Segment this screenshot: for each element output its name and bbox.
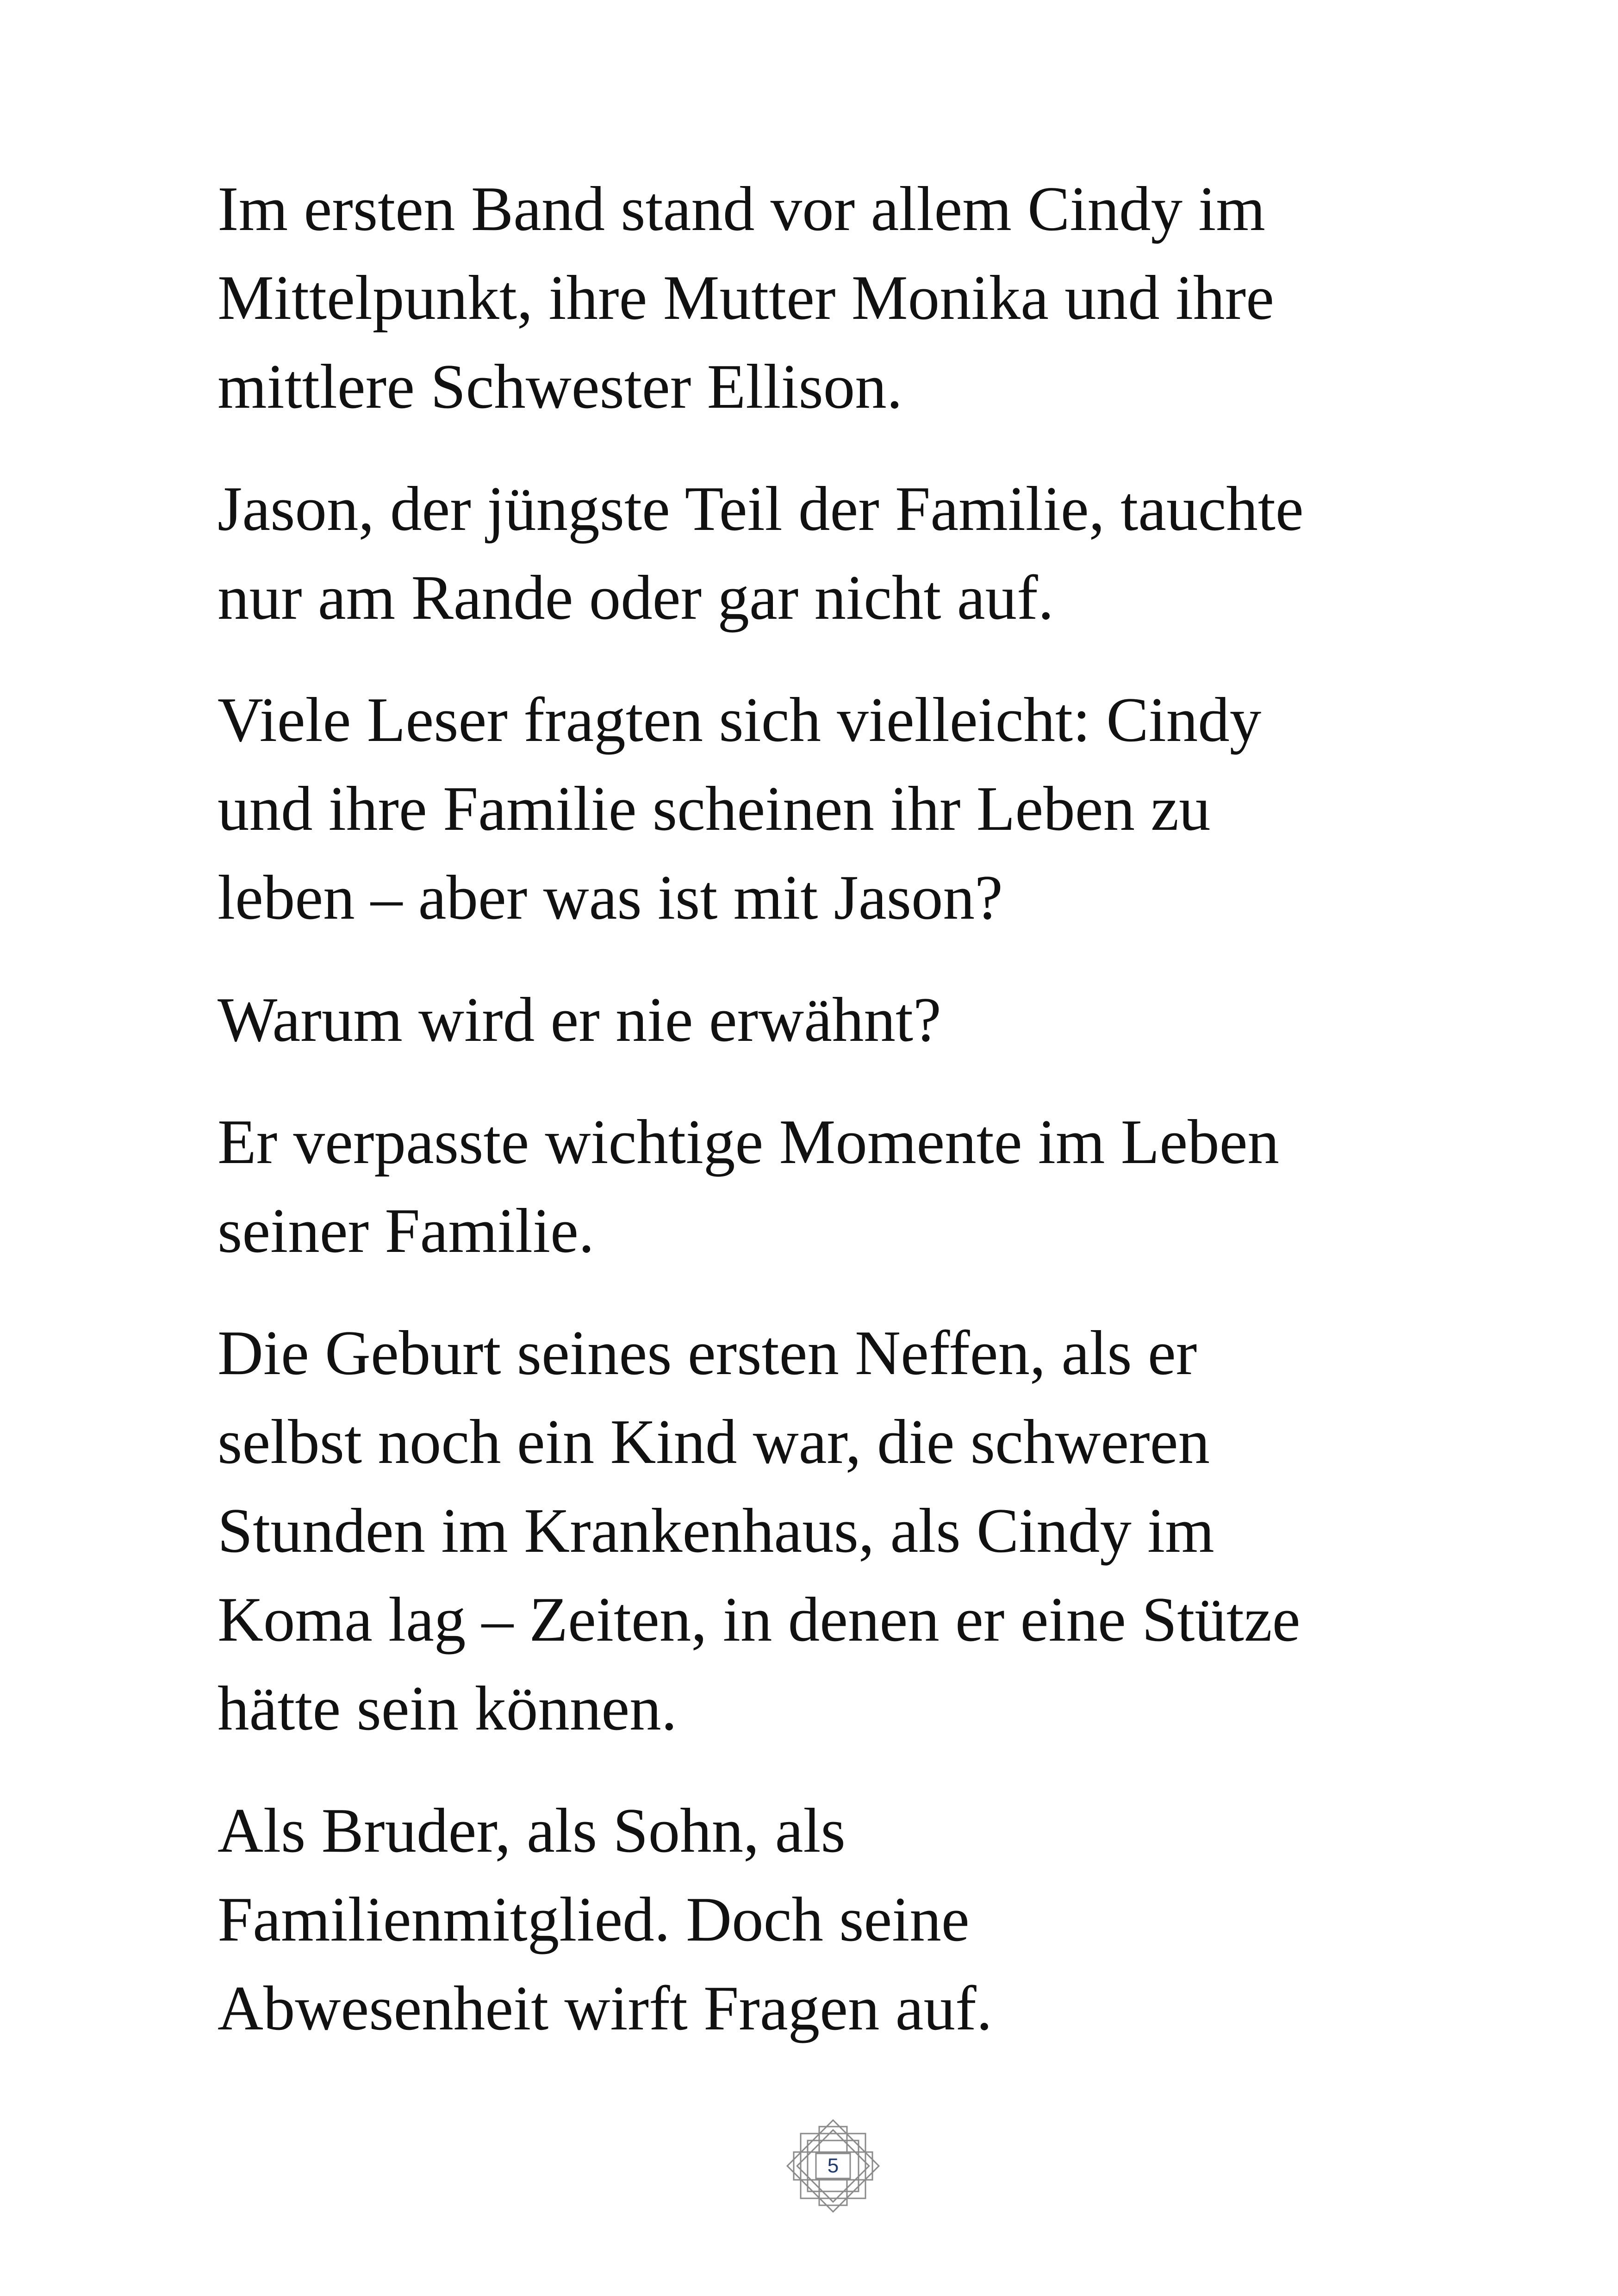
text-line: leben – aber was ist mit Jason? <box>218 862 1003 933</box>
text-line: Warum wird er nie erwähnt? <box>218 984 941 1055</box>
text-line: Stunden im Krankenhaus, als Cindy im <box>218 1495 1214 1566</box>
paragraph-2 <box>218 464 1467 642</box>
paragraph-7 <box>218 1786 1467 2053</box>
paragraph-6 <box>218 1308 1467 1753</box>
page-number: 5 <box>827 2154 839 2177</box>
paragraph-5 <box>218 1097 1467 1275</box>
text-line: seiner Familie. <box>218 1195 595 1266</box>
text-line: Viele Leser fragten sich vielleicht: Cindy <box>218 684 1262 755</box>
text-line: mittlere Schwester Ellison. <box>218 351 903 422</box>
paragraph-4 <box>218 975 1467 1064</box>
text-line: Koma lag – Zeiten, in denen er eine Stütze <box>218 1584 1301 1655</box>
paragraph-3 <box>218 675 1467 942</box>
text-line: Als Bruder, als Sohn, als <box>218 1795 846 1866</box>
paragraph-1 <box>218 164 1467 431</box>
text-line: Er verpasste wichtige Momente im Leben <box>218 1107 1280 1177</box>
text-line: Die Geburt seines ersten Neffen, als er <box>218 1318 1197 1388</box>
page-body <box>218 164 1467 2086</box>
text-line: und ihre Familie scheinen ihr Leben zu <box>218 773 1211 844</box>
text-line: selbst noch ein Kind war, die schweren <box>218 1406 1210 1477</box>
text-line: Im ersten Band stand vor allem Cindy im <box>218 174 1265 244</box>
text-line: Jason, der jüngste Teil der Familie, tauchte <box>218 473 1304 544</box>
text-line: Familienmitglied. Doch seine <box>218 1884 970 1954</box>
page-number-ornament <box>775 2108 891 2224</box>
text-line: hätte sein können. <box>218 1673 677 1743</box>
text-line: nur am Rande oder gar nicht auf. <box>218 562 1054 633</box>
text-line: Abwesenheit wirft Fragen auf. <box>218 1973 992 2043</box>
text-line: Mittelpunkt, ihre Mutter Monika und ihre <box>218 262 1274 333</box>
